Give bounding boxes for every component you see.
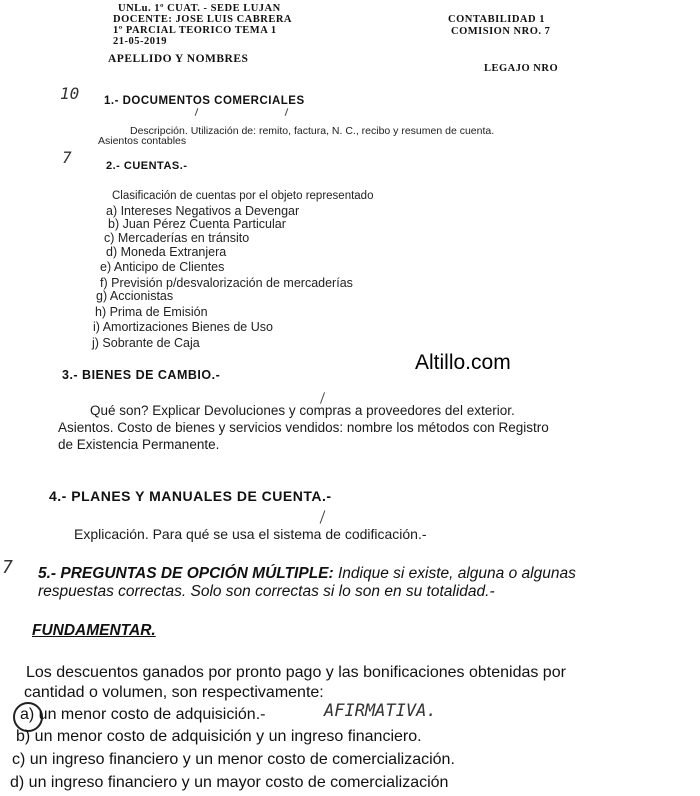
score-section-5: 7 xyxy=(2,557,13,578)
cuenta-item: f) Previsión p/desvalorización de mercaderías xyxy=(100,276,353,290)
pen-mark xyxy=(195,108,199,116)
fundamentar-heading: FUNDAMENTAR. xyxy=(32,622,156,639)
apellido-label: APELLIDO Y NOMBRES xyxy=(108,53,249,65)
cuenta-item: i) Amortizaciones Bienes de Uso xyxy=(93,320,273,334)
section-1-title: 1.- DOCUMENTOS COMERCIALES xyxy=(104,95,305,107)
header-line-3: 1º PARCIAL TEORICO TEMA 1 xyxy=(113,25,277,36)
section-3-text-3: de Existencia Permanente. xyxy=(58,437,220,452)
cuenta-item: h) Prima de Emisión xyxy=(95,305,208,319)
score-section-2: 7 xyxy=(62,148,72,167)
section-5-title-rest: Indique si existe, alguna o algunas xyxy=(333,565,576,582)
legajo-label: LEGAJO NRO xyxy=(484,63,559,74)
section-3-title: 3.- BIENES DE CAMBIO.- xyxy=(62,368,221,382)
pen-mark xyxy=(320,510,326,523)
section-4-text: Explicación. Para qué se usa el sistema de codificación.- xyxy=(74,526,427,542)
option-d: d) un ingreso financiero y un mayor costo de comercialización xyxy=(10,774,449,791)
section-1-text-2: Asientos contables xyxy=(98,135,187,147)
header-line-1: UNLu. 1º CUAT. - SEDE LUJAN xyxy=(118,3,281,14)
pen-mark xyxy=(285,108,289,116)
watermark: Altillo.com xyxy=(415,351,511,374)
cuenta-item: d) Moneda Extranjera xyxy=(106,245,227,259)
option-c: c) un ingreso financiero y un menor costo de comercialización. xyxy=(12,751,455,768)
section-3-text-2: Asientos. Costo de bienes y servicios vendidos: nombre los métodos con Registro xyxy=(58,420,549,435)
header-date: 21-05-2019 xyxy=(113,36,167,47)
section-2-intro: Clasificación de cuentas por el objeto representado xyxy=(112,190,374,202)
course-label: CONTABILIDAD 1 xyxy=(448,14,545,25)
cuenta-item: j) Sobrante de Caja xyxy=(92,336,200,350)
cuenta-item: a) Intereses Negativos a Devengar xyxy=(106,204,300,218)
section-5-title: 5.- PREGUNTAS DE OPCIÓN MÚLTIPLE: xyxy=(38,565,334,582)
cuenta-item: e) Anticipo de Clientes xyxy=(100,260,225,274)
cuenta-item: c) Mercaderías en tránsito xyxy=(104,231,250,245)
question-text-2: cantidad o volumen, son respectivamente: xyxy=(24,684,324,701)
section-1-text: Descripción. Utilización de: remito, factura, N. C., recibo y resumen de cuenta. xyxy=(130,125,495,137)
section-4-title: 4.- PLANES Y MANUALES DE CUENTA.- xyxy=(49,488,332,504)
handwritten-answer: AFIRMATIVA. xyxy=(324,701,437,721)
section-2-title: 2.- CUENTAS.- xyxy=(106,160,188,172)
cuenta-item: b) Juan Pérez Cuenta Particular xyxy=(108,217,286,231)
question-text: Los descuentos ganados por pronto pago y las bonificaciones obtenidas por xyxy=(26,664,566,681)
header-line-2: DOCENTE: JOSE LUIS CABRERA xyxy=(113,14,292,25)
option-a: a) un menor costo de adquisición.- xyxy=(20,706,266,723)
commission-label: COMISION NRO. 7 xyxy=(451,26,551,37)
cuenta-item: g) Accionistas xyxy=(96,289,174,303)
score-section-1: 10 xyxy=(60,84,80,103)
option-b: b) un menor costo de adquisición y un ingreso financiero. xyxy=(16,728,422,745)
section-3-text: Qué son? Explicar Devoluciones y compras a proveedores del exterior. xyxy=(90,403,515,418)
section-5-text: respuestas correctas. Solo son correctas si lo son en su totalidad.- xyxy=(38,583,495,600)
